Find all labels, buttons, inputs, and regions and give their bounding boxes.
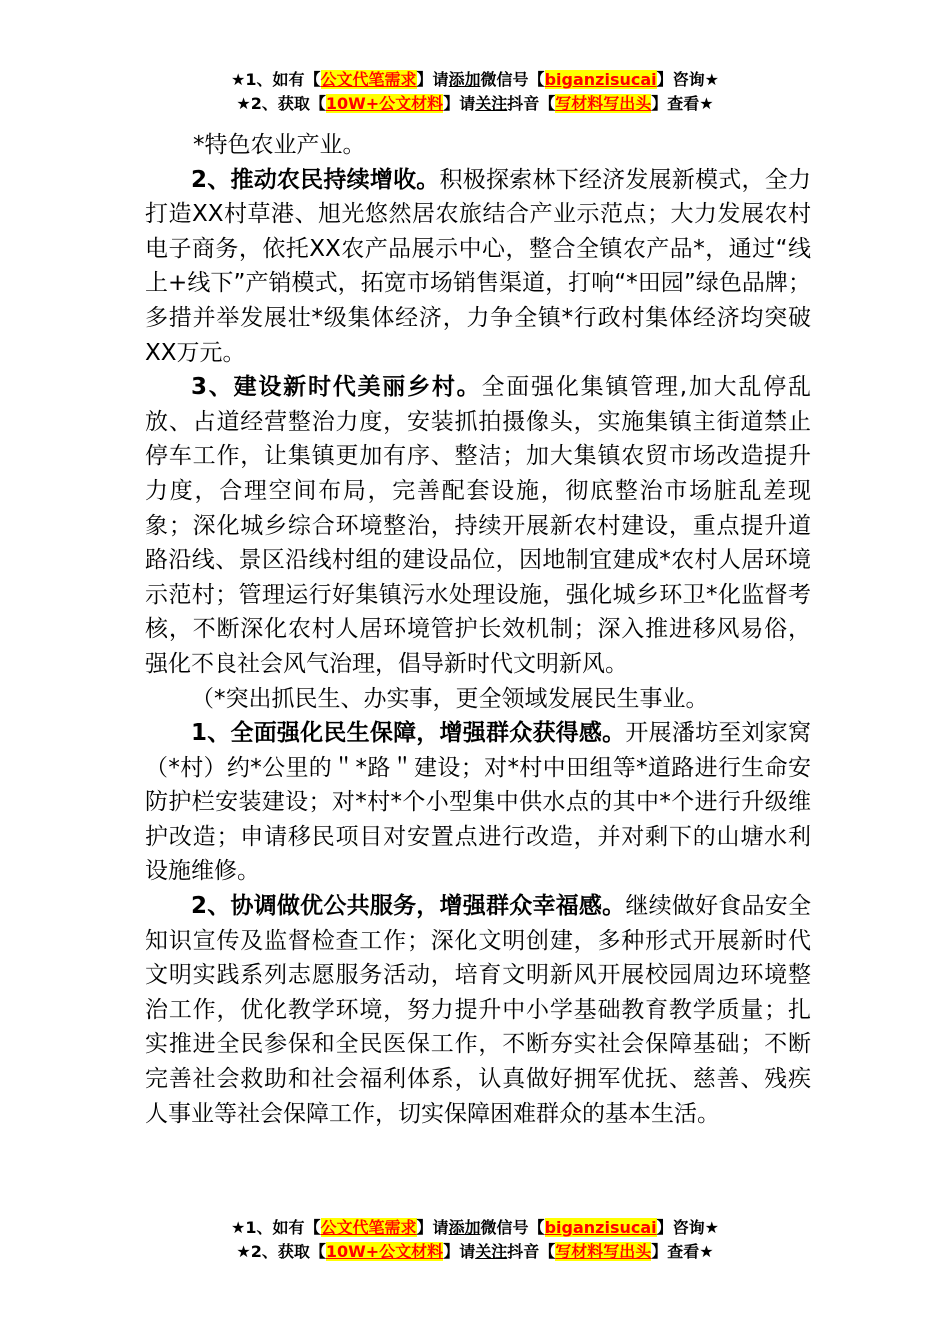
banner-line-1 <box>0 68 950 92</box>
banner-underlined: 添加 <box>448 1218 481 1237</box>
banner-text: ★1、如有【 <box>231 70 321 89</box>
banner-highlight: 10W+公文材料 <box>325 94 444 113</box>
banner-line-1 <box>0 1216 950 1240</box>
paragraph-heading: 2、推动农民持续增收。 <box>191 166 440 193</box>
paragraph-text: 开展潘坊至刘家窝（*村）约*公里的＂*路＂建设；对*村中田组等*道路进行生命安防护栏安装建设；对*村*个小型集中供水点的其中*个进行升级维护改造；申请移民项目对安置点进行改造，并对剩下的山塘水利设施维修。 <box>145 720 812 885</box>
banner-text: ★1、如有【 <box>231 1218 321 1237</box>
paragraph <box>145 370 811 681</box>
paragraph <box>145 128 811 163</box>
banner-underlined: 关注 <box>475 94 508 113</box>
banner-highlight: 公文代笔需求 <box>320 70 417 89</box>
section-heading <box>145 682 811 717</box>
banner-highlight: 写材料写出头 <box>555 94 652 113</box>
paragraph <box>145 716 811 889</box>
banner-highlight: 公文代笔需求 <box>320 1218 417 1237</box>
banner-text: 抖音【 <box>507 1242 556 1261</box>
banner-line-2 <box>0 92 950 116</box>
banner-highlight: biganzisucai <box>544 1218 657 1237</box>
document-body <box>145 128 811 1131</box>
banner-text: 】查看★ <box>651 94 714 113</box>
paragraph <box>145 163 811 371</box>
paragraph-text: 全面强化集镇管理,加大乱停乱放、占道经营整治力度，安装抓拍摄像头，实施集镇主街道禁止停车工作，让集镇更加有序、整洁；加大集镇农贸市场改造提升力度，合理空间布局，完善配套设施，彻底整治市场脏乱差现象；深化城乡综合环境整治，持续开展新农村建设，重点提升道路沿线、景区沿线村组的建设品位，因地制宜建成*农村人居环境示范村；管理运行好集镇污水处理设施，强化城乡环卫*化监督考核，不断深化农村人居环境管护长效机制；深入推进移风易俗，强化不良社会风气治理，倡导新时代文明新风。 <box>145 374 811 677</box>
banner-text: 】请 <box>443 1242 476 1261</box>
footer-banner <box>0 1216 950 1264</box>
banner-text: ★2、获取【 <box>236 1242 326 1261</box>
banner-highlight: 写材料写出头 <box>555 1242 652 1261</box>
banner-text: 】咨询★ <box>656 1218 719 1237</box>
banner-underlined: 添加 <box>448 70 481 89</box>
paragraph-heading: 3、建设新时代美丽乡村。 <box>191 374 482 401</box>
paragraph-heading: 2、协调做优公共服务，增强群众幸福感。 <box>191 893 626 920</box>
banner-text: 】请 <box>416 70 449 89</box>
banner-highlight: biganzisucai <box>544 70 657 89</box>
banner-text: 】查看★ <box>651 1242 714 1261</box>
paragraph-text: （*突出抓民生、办实事，更全领域发展民生事业。 <box>191 685 709 712</box>
paragraph-heading: 1、全面强化民生保障，增强群众获得感。 <box>191 720 626 747</box>
banner-underlined: 关注 <box>475 1242 508 1261</box>
paragraph-text: *特色农业产业。 <box>193 132 366 158</box>
banner-text: 微信号【 <box>480 1218 545 1237</box>
paragraph-text: 积极探索林下经济发展新模式，全力打造XX村草港、旭光悠然居农旅结合产业示范点；大力发展农村电子商务，依托XX农产品展示中心，整合全镇农产品*，通过“线上+线下”产销模式，拓宽市场销售渠道，打响“*田园”绿色品牌；多措并举发展壮*级集体经济，力争全镇*行政村集体经济均突破XX万元。 <box>145 166 811 366</box>
banner-text: 】请 <box>416 1218 449 1237</box>
paragraph <box>145 889 811 1131</box>
banner-text: 微信号【 <box>480 70 545 89</box>
paragraph-text: 继续做好食品安全知识宣传及监督检查工作；深化文明创建，多种形式开展新时代文明实践系列志愿服务活动，培育文明新风开展校园周边环境整治工作，优化教学环境，努力提升中小学基础教育教学质量；扎实推进全民参保和全民医保工作，不断夯实社会保障基础；不断完善社会救助和社会福利体系，认真做好拥军优抚、慈善、残疾人事业等社会保障工作，切实保障困难群众的基本生活。 <box>145 893 812 1127</box>
banner-line-2 <box>0 1240 950 1264</box>
banner-text: 】咨询★ <box>656 70 719 89</box>
banner-text: 】请 <box>443 94 476 113</box>
banner-text: ★2、获取【 <box>236 94 326 113</box>
banner-highlight: 10W+公文材料 <box>325 1242 444 1261</box>
header-banner <box>0 68 950 116</box>
banner-text: 抖音【 <box>507 94 556 113</box>
